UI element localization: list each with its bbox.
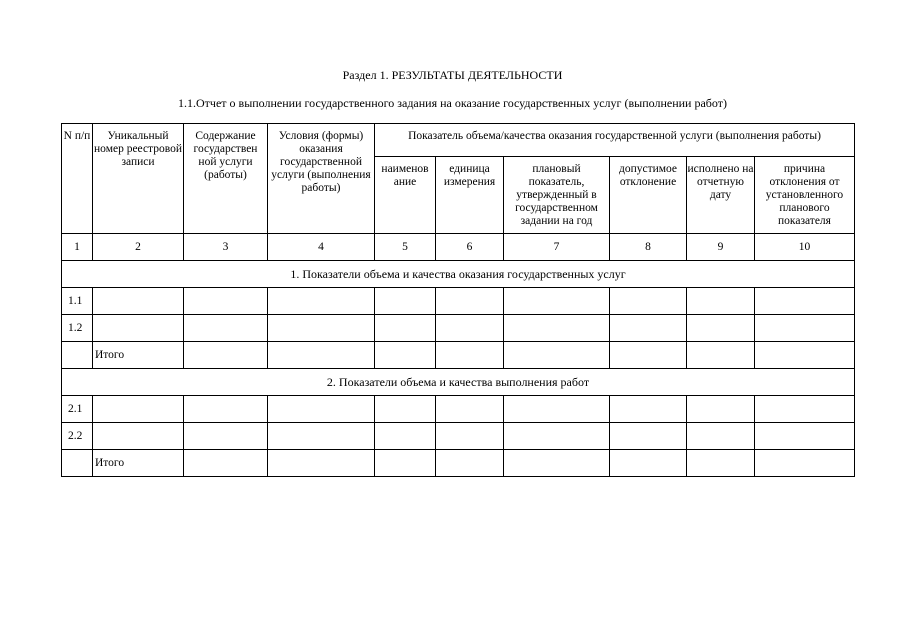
table-cell[interactable]: [687, 288, 755, 315]
header-name: наименов ание: [375, 157, 436, 234]
report-table: [61, 123, 855, 477]
column-number: 8: [610, 234, 687, 261]
table-cell[interactable]: [184, 423, 268, 450]
table-cell[interactable]: [375, 396, 436, 423]
table-cell[interactable]: [610, 315, 687, 342]
column-number: 3: [184, 234, 268, 261]
table-row: [62, 315, 855, 342]
table-cell[interactable]: [755, 288, 855, 315]
table-cell[interactable]: [268, 450, 375, 477]
table-cell[interactable]: [268, 342, 375, 369]
table-cell[interactable]: [375, 423, 436, 450]
table-cell[interactable]: [436, 396, 504, 423]
total-label: Итого: [93, 450, 184, 477]
row-index: 1.2: [62, 315, 93, 342]
header-unique-number: Уникальный номер реестровой записи: [93, 124, 184, 234]
column-number: 2: [93, 234, 184, 261]
table-cell[interactable]: [184, 288, 268, 315]
column-number: 9: [687, 234, 755, 261]
header-allowed-deviation: допустимое отклонение: [610, 157, 687, 234]
table-cell[interactable]: [755, 423, 855, 450]
column-number: 1: [62, 234, 93, 261]
table-cell: [62, 450, 93, 477]
table-cell[interactable]: [504, 423, 610, 450]
table-row: [62, 396, 855, 423]
report-subtitle: 1.1.Отчет о выполнении государственного задания на оказание государственных услуг (выполнении работ): [178, 96, 727, 110]
table-cell[interactable]: [687, 450, 755, 477]
table-cell[interactable]: [504, 450, 610, 477]
table-cell[interactable]: [687, 423, 755, 450]
table-cell[interactable]: [755, 450, 855, 477]
table-cell[interactable]: [93, 288, 184, 315]
table-cell[interactable]: [504, 342, 610, 369]
table-cell[interactable]: [610, 396, 687, 423]
table-row: [62, 288, 855, 315]
table-cell[interactable]: [436, 423, 504, 450]
table-cell[interactable]: [687, 396, 755, 423]
header-service-content: Содержание государствен ной услуги (работы): [184, 124, 268, 234]
row-index: 2.1: [62, 396, 93, 423]
column-number: 7: [504, 234, 610, 261]
table-cell[interactable]: [755, 315, 855, 342]
table-cell[interactable]: [268, 423, 375, 450]
table-cell[interactable]: [610, 450, 687, 477]
header-conditions: Условия (формы) оказания государственной услуги (выполнения работы): [268, 124, 375, 234]
table-cell[interactable]: [610, 423, 687, 450]
table-cell[interactable]: [184, 315, 268, 342]
column-number: 5: [375, 234, 436, 261]
table-cell[interactable]: [436, 342, 504, 369]
header-deviation-reason: причина отклонения от установленного планового показателя: [755, 157, 855, 234]
column-number: 4: [268, 234, 375, 261]
row-index: 2.2: [62, 423, 93, 450]
section-row: [62, 261, 855, 288]
table-cell[interactable]: [184, 450, 268, 477]
table-row: [62, 423, 855, 450]
table-cell[interactable]: [687, 342, 755, 369]
table-cell[interactable]: [93, 396, 184, 423]
table-cell[interactable]: [610, 342, 687, 369]
table-cell[interactable]: [184, 396, 268, 423]
section-title-services: 1. Показатели объема и качества оказания государственных услуг: [62, 261, 855, 288]
section-row: [62, 369, 855, 396]
total-row: [62, 450, 855, 477]
total-row: [62, 342, 855, 369]
table-cell[interactable]: [184, 342, 268, 369]
table-cell[interactable]: [436, 315, 504, 342]
column-number: 10: [755, 234, 855, 261]
header-indicator-group: Показатель объема/качества оказания государственной услуги (выполнения работы): [375, 124, 855, 157]
column-number: 6: [436, 234, 504, 261]
section-title-works: 2. Показатели объема и качества выполнения работ: [62, 369, 855, 396]
table-cell[interactable]: [504, 315, 610, 342]
table-cell[interactable]: [755, 396, 855, 423]
total-label: Итого: [93, 342, 184, 369]
table-cell[interactable]: [687, 315, 755, 342]
table-cell[interactable]: [375, 288, 436, 315]
table-cell[interactable]: [268, 315, 375, 342]
table-cell[interactable]: [268, 396, 375, 423]
table-cell[interactable]: [504, 288, 610, 315]
table-cell[interactable]: [268, 288, 375, 315]
table-cell[interactable]: [436, 450, 504, 477]
section-title: Раздел 1. РЕЗУЛЬТАТЫ ДЕЯТЕЛЬНОСТИ: [342, 68, 563, 82]
table-cell[interactable]: [610, 288, 687, 315]
table-cell[interactable]: [93, 423, 184, 450]
table-cell[interactable]: [375, 342, 436, 369]
header-executed: исполнено на отчетную дату: [687, 157, 755, 234]
header-planned: плановый показатель, утвержденный в государственном задании на год: [504, 157, 610, 234]
table-cell[interactable]: [375, 450, 436, 477]
table-cell: [62, 342, 93, 369]
table-cell[interactable]: [375, 315, 436, 342]
table-cell[interactable]: [504, 396, 610, 423]
row-index: 1.1: [62, 288, 93, 315]
column-numbers-row: [62, 234, 855, 261]
table-cell[interactable]: [93, 315, 184, 342]
table-cell[interactable]: [436, 288, 504, 315]
table-cell[interactable]: [755, 342, 855, 369]
header-unit: единица измерения: [436, 157, 504, 234]
header-npp: N п/п: [62, 124, 93, 234]
